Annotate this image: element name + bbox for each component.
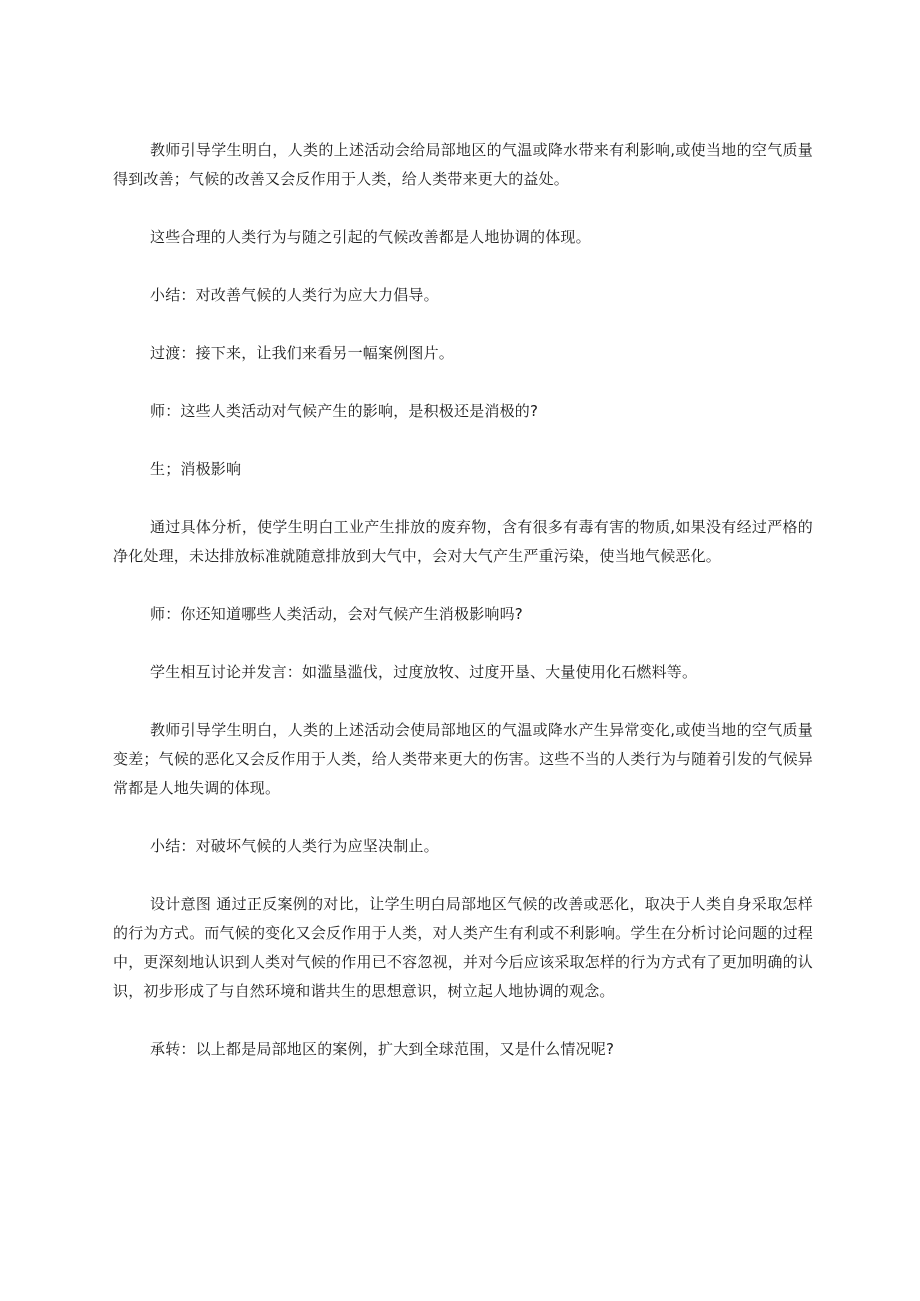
paragraph-13: 承转：以上都是局部地区的案例，扩大到全球范围，又是什么情况呢? bbox=[150, 1040, 615, 1058]
paragraph-5: 师：这些人类活动对气候产生的影响，是积极还是消极的? bbox=[150, 402, 539, 420]
paragraph-7: 通过具体分析，使学生明白工业产生排放的废弃物，含有很多有毒有害的物质,如果没有经过严格的净化处理，未达排放标准就随意排放到大气中，会对大气产生严重污染，使当地气候恶化。 bbox=[113, 518, 813, 565]
paragraph-12: 设计意图 通过正反案例的对比，让学生明白局部地区气候的改善或恶化，取决于人类自身采取怎样的行为方式。而气候的变化又会反作用于人类，对人类产生有利或不利影响。学生在分析讨论问题的过程中，更深刻地认识到人类对气候的作用已不容忽视，并对今后应该采取怎样的行为方式有了更加明确的认识，初步形成了与自然环境和谐共生的思想意识，树立起人地协调的观念。 bbox=[113, 895, 813, 1000]
paragraph-8: 师：你还知道哪些人类活动，会对气候产生消极影响吗? bbox=[150, 605, 523, 623]
paragraph-11: 小结：对破坏气候的人类行为应坚决制止。 bbox=[150, 837, 439, 855]
paragraph-1: 教师引导学生明白，人类的上述活动会给局部地区的气温或降水带来有利影响,或使当地的空气质量得到改善；气候的改善又会反作用于人类，给人类带来更大的益处。 bbox=[113, 141, 813, 188]
paragraph-6: 生；消极影响 bbox=[150, 460, 242, 478]
paragraph-2: 这些合理的人类行为与随之引起的气候改善都是人地协调的体现。 bbox=[150, 228, 591, 246]
paragraph-10: 教师引导学生明白，人类的上述活动会使局部地区的气温或降水产生异常变化,或使当地的空气质量变差；气候的恶化又会反作用于人类，给人类带来更大的伤害。这些不当的人类行为与随着引发的气候异常都是人地失调的体现。 bbox=[113, 721, 813, 797]
paragraph-3: 小结：对改善气候的人类行为应大力倡导。 bbox=[150, 286, 439, 304]
document-body bbox=[113, 136, 813, 1093]
paragraph-4: 过渡：接下来，让我们来看另一幅案例图片。 bbox=[150, 344, 455, 362]
paragraph-9: 学生相互讨论并发言：如滥垦滥伐，过度放牧、过度开垦、大量使用化石燃料等。 bbox=[150, 663, 698, 681]
